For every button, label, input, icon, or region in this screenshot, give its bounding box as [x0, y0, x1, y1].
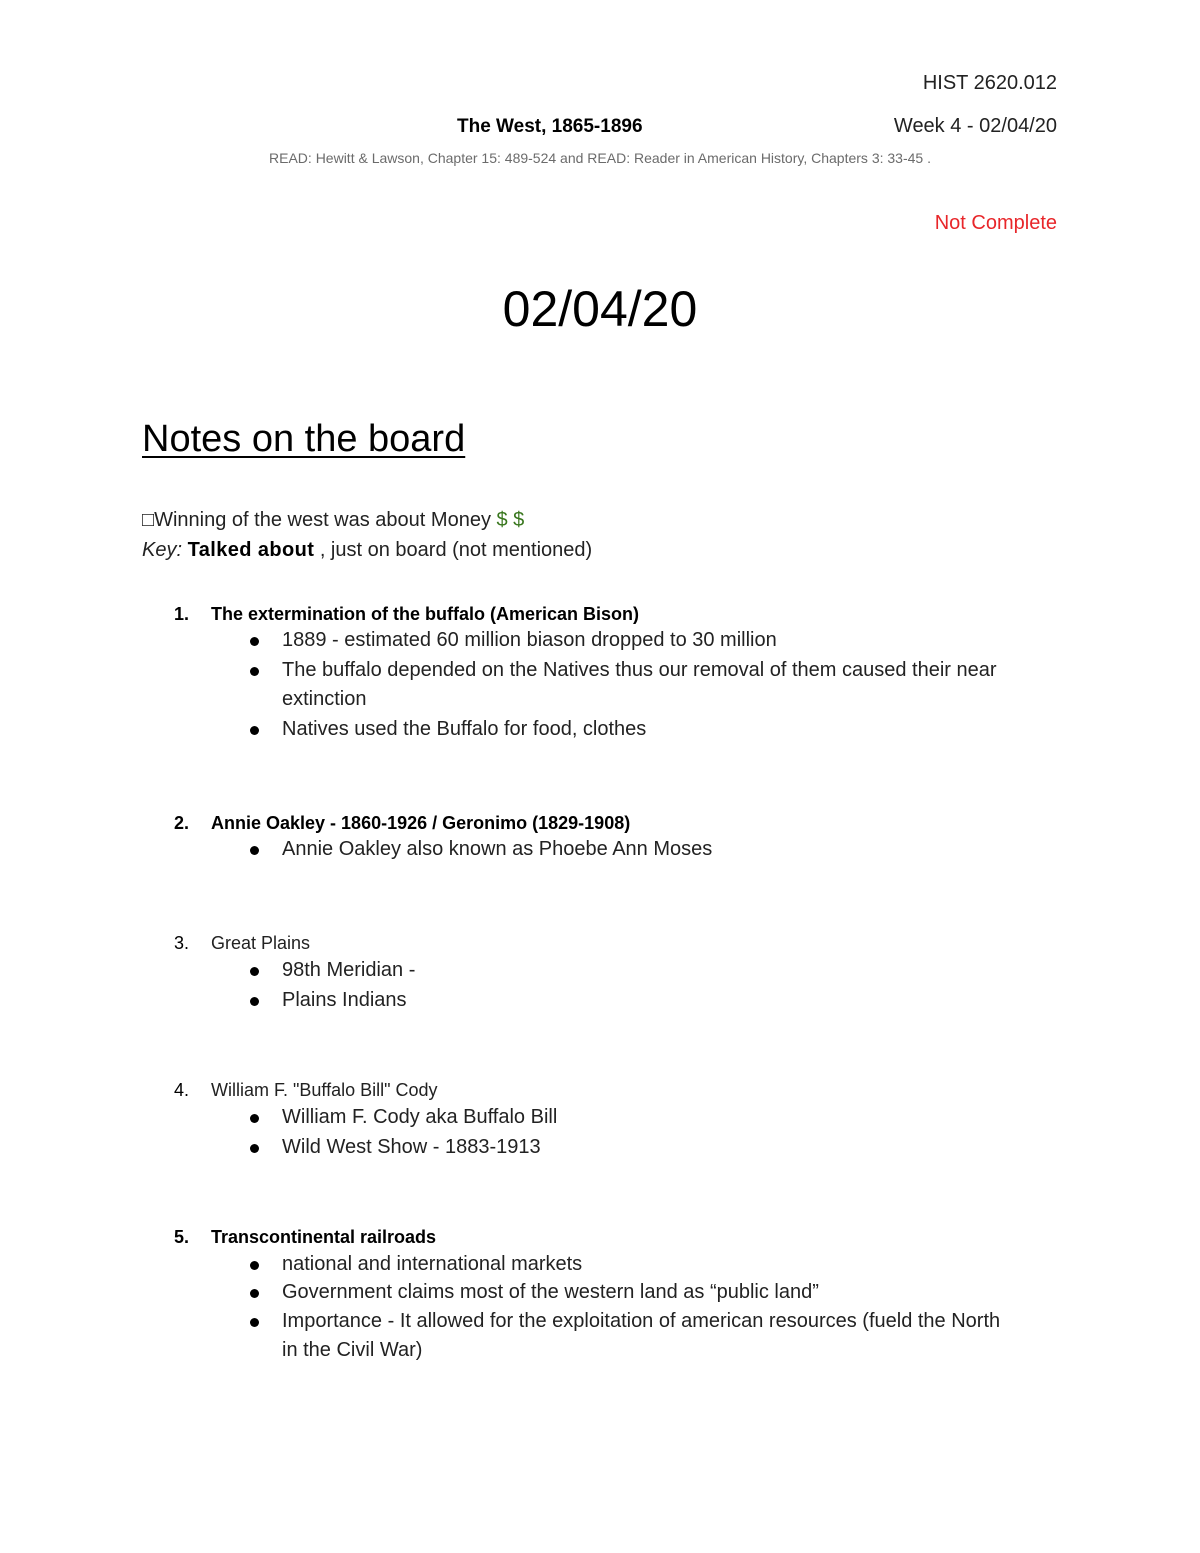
bullet-icon — [250, 967, 259, 976]
bullet-text: Government claims most of the western land as “public land” — [282, 1281, 819, 1303]
intro-line — [142, 509, 524, 532]
bullet-text: national and international markets — [282, 1253, 583, 1275]
topic-number: 5. — [174, 1227, 190, 1247]
bullet-icon — [250, 1114, 259, 1123]
topic-title: Transcontinental railroads — [211, 1227, 437, 1247]
topic-title: Annie Oakley - 1860-1926 / Geronimo (1829-1908) — [211, 813, 631, 833]
bullet-icon — [250, 1261, 259, 1270]
bullet-text: Natives used the Buffalo for food, clothes — [282, 718, 647, 740]
week-date: Week 4 - 02/04/20 — [893, 115, 1057, 137]
key-label: Key: — [142, 539, 183, 561]
date-heading: 02/04/20 — [502, 281, 698, 337]
intro-text: Winning of the west was about Money — [154, 509, 497, 531]
completion-status: Not Complete — [934, 212, 1057, 234]
reading-assignment: READ: Hewitt & Lawson, Chapter 15: 489-524 and READ: Reader in American History, Chapters 3: 33-45 . — [269, 150, 931, 166]
course-code: HIST 2620.012 — [922, 72, 1057, 94]
bullet-text-continued: extinction — [282, 688, 367, 710]
key-line — [142, 539, 592, 562]
bullet-text: William F. Cody aka Buffalo Bill — [282, 1106, 558, 1128]
bullet-icon — [250, 726, 259, 735]
bullet-icon — [250, 1144, 259, 1153]
bullet-text: Importance - It allowed for the exploitation of american resources (fueld the North — [282, 1310, 1001, 1332]
bullet-icon — [250, 1289, 259, 1298]
notes-heading: Notes on the board — [142, 418, 466, 460]
bullet-text: 1889 - estimated 60 million biason dropped to 30 million — [282, 629, 777, 651]
topic-title: Great Plains — [211, 933, 311, 953]
bullet-text: Wild West Show - 1883-1913 — [282, 1136, 541, 1158]
topic-title: The extermination of the buffalo (American Bison) — [211, 604, 640, 624]
bullet-icon — [250, 997, 259, 1006]
topic-number: 4. — [174, 1080, 190, 1100]
document-title: The West, 1865-1896 — [457, 116, 643, 137]
topic-number: 1. — [174, 604, 190, 624]
bullet-icon — [250, 667, 259, 676]
bullet-text: The buffalo depended on the Natives thus our removal of them caused their near — [282, 659, 997, 681]
bullet-icon — [250, 1318, 259, 1327]
bullet-icon — [250, 637, 259, 646]
topic-title: William F. "Buffalo Bill" Cody — [211, 1080, 438, 1100]
checkbox-glyph: □ — [142, 509, 155, 531]
bullet-text: 98th Meridian - — [282, 959, 416, 981]
key-rest: , just on board (not mentioned) — [314, 539, 593, 561]
money-symbols: $ $ — [496, 509, 525, 531]
bullet-icon — [250, 846, 259, 855]
key-bold-example: Talked about — [187, 539, 315, 561]
bullet-text: Plains Indians — [282, 989, 407, 1011]
topic-number: 2. — [174, 813, 190, 833]
bullet-text: Annie Oakley also known as Phoebe Ann Moses — [282, 838, 713, 860]
topic-number: 3. — [174, 933, 190, 953]
bullet-text-continued: in the Civil War) — [282, 1339, 423, 1361]
